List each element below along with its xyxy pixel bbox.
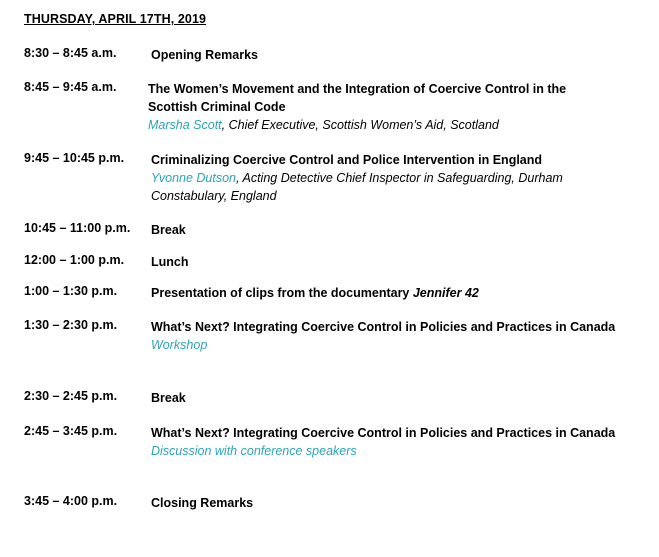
row-time: 9:45 – 10:45 p.m. bbox=[24, 151, 125, 165]
row-title: Break bbox=[151, 391, 186, 405]
row-content bbox=[151, 46, 621, 64]
documentary-title: Jennifer 42 bbox=[412, 286, 479, 300]
row-time: 12:00 – 1:00 p.m. bbox=[24, 253, 125, 267]
speaker-role: , Chief Executive, Scottish Women’s Aid, Scotland bbox=[221, 118, 499, 132]
row-title: What’s Next? Integrating Coercive Control in Policies and Practices in Canada bbox=[151, 320, 616, 334]
speaker-role: , Acting Detective Chief Inspector in Safeguarding, Durham Constabulary, England bbox=[151, 171, 563, 203]
row-title: Opening Remarks bbox=[151, 48, 258, 62]
row-content bbox=[151, 151, 621, 205]
row-time: 8:45 – 9:45 a.m. bbox=[24, 80, 117, 94]
speaker-name: Marsha Scott bbox=[148, 118, 222, 132]
speaker-name: Yvonne Dutson bbox=[151, 171, 237, 185]
row-content bbox=[151, 284, 621, 302]
row-title: What’s Next? Integrating Coercive Control in Policies and Practices in Canada bbox=[151, 426, 616, 440]
row-time: 10:45 – 11:00 p.m. bbox=[24, 221, 131, 235]
row-title: The Women’s Movement and the Integration of Coercive Control in the Scottish Criminal Code bbox=[148, 82, 567, 114]
row-time: 1:00 – 1:30 p.m. bbox=[24, 284, 118, 298]
row-time: 8:30 – 8:45 a.m. bbox=[24, 46, 117, 60]
row-time: 3:45 – 4:00 p.m. bbox=[24, 494, 118, 508]
row-content bbox=[151, 253, 621, 271]
row-title: Lunch bbox=[151, 255, 189, 269]
schedule-date-heading: THURSDAY, APRIL 17TH, 2019 bbox=[24, 12, 207, 26]
row-content bbox=[151, 389, 621, 407]
speaker-line bbox=[148, 116, 618, 134]
row-time: 2:45 – 3:45 p.m. bbox=[24, 424, 118, 438]
row-title bbox=[151, 284, 621, 302]
row-title: Break bbox=[151, 223, 186, 237]
speaker-line bbox=[151, 169, 621, 205]
row-title-text: Presentation of clips from the documentary bbox=[151, 286, 413, 300]
row-content bbox=[148, 80, 618, 134]
row-content bbox=[151, 318, 621, 354]
row-content bbox=[151, 221, 621, 239]
row-time: 2:30 – 2:45 p.m. bbox=[24, 389, 118, 403]
row-title: Criminalizing Coercive Control and Police Intervention in England bbox=[151, 153, 543, 167]
session-note: Workshop bbox=[151, 338, 208, 352]
row-title: Closing Remarks bbox=[151, 496, 254, 510]
row-time: 1:30 – 2:30 p.m. bbox=[24, 318, 118, 332]
row-content bbox=[151, 494, 621, 512]
session-note: Discussion with conference speakers bbox=[151, 444, 357, 458]
row-content bbox=[151, 424, 621, 460]
